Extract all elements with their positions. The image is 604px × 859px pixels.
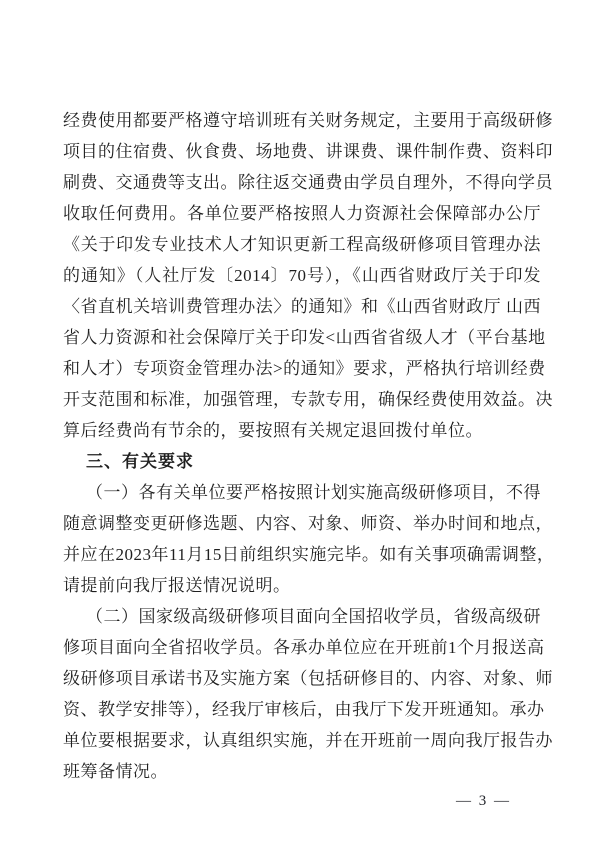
text-line: 和人才）专项资金管理办法>的通知》要求，严格执行培训经费 <box>63 359 546 378</box>
text-line: 单位要根据要求，认真组织实施，并在开班前一周向我厅报告办 <box>63 731 553 750</box>
text-line: （一）各有关单位要严格按照计划实施高级研修项目，不得 <box>86 483 541 502</box>
text-line: 算后经费尚有节余的，要按照有关规定退回拨付单位。 <box>63 421 483 440</box>
text-line: 《关于印发专业技术人才知识更新工程高级研修项目管理办法 <box>63 235 541 254</box>
text-line: 修项目面向全省招收学员。各承办单位应在开班前1个月报送高 <box>63 638 545 657</box>
document-body <box>63 105 555 811</box>
text-line: （二）国家级高级研修项目面向全国招收学员，省级高级研 <box>86 607 541 626</box>
text-line: 并应在2023年11月15日前组织实施完毕。如有关事项确需调整， <box>63 545 555 564</box>
text-line: 省人力资源和社会保障厅关于印发<山西省省级人才（平台基地 <box>63 328 546 347</box>
text-line: 〈省直机关培训费管理办法〉的通知》和《山西省财政厅 山西 <box>63 297 541 316</box>
page-number: — 3 — <box>456 793 511 809</box>
text-line: 班筹备情况。 <box>63 762 168 781</box>
text-line: 开支范围和标准，加强管理，专款专用，确保经费使用效益。决 <box>63 390 553 409</box>
text-line: 刷费、交通费等支出。除往返交通费由学员自理外，不得向学员 <box>63 173 553 192</box>
text-line: 随意调整变更研修选题、内容、对象、师资、举办时间和地点， <box>63 514 553 533</box>
text-line: 经费使用都要严格遵守培训班有关财务规定，主要用于高级研修 <box>63 111 553 130</box>
text-line: 的通知》（人社厅发〔2014〕70号），《山西省财政厅关于印发 <box>63 266 541 285</box>
section-heading: 三、有关要求 <box>86 452 194 471</box>
text-line: 资、教学安排等），经我厅审核后，由我厅下发开班通知。承办 <box>63 700 545 719</box>
text-line: 级研修项目承诺书及实施方案（包括研修目的、内容、对象、师 <box>63 669 553 688</box>
text-line: 请提前向我厅报送情况说明。 <box>63 576 291 595</box>
text-line: 收取任何费用。各单位要严格按照人力资源社会保障部办公厅 <box>63 204 541 223</box>
text-line: 项目的住宿费、伙食费、场地费、讲课费、课件制作费、资料印 <box>63 142 553 161</box>
